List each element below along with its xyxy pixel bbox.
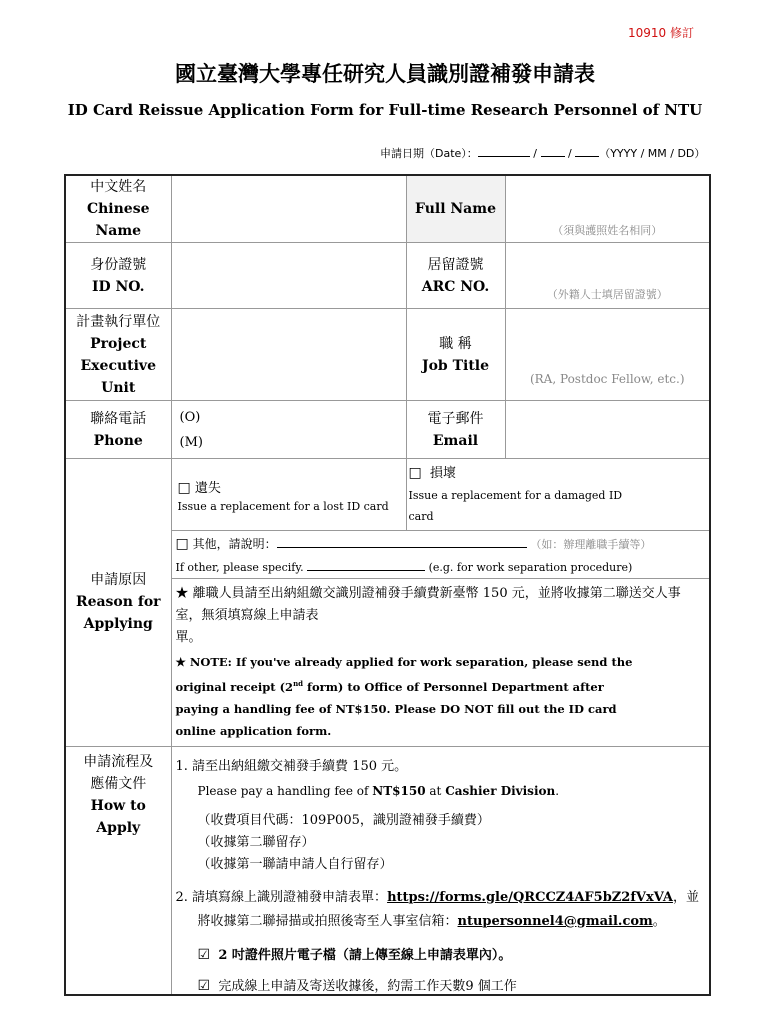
- personnel-email-link[interactable]: ntupersonnel4@gmail.com: [457, 913, 653, 929]
- email-label: 電子郵件 Email: [406, 401, 505, 459]
- how-to-apply-steps: [171, 746, 710, 995]
- application-form: [64, 174, 711, 996]
- note-chinese: ★ 離職人員請至出納組繳交識別證補發手續費新臺幣 150 元，並將收據第二聯送交人事室，無須填寫線上申請表 單。: [175, 586, 681, 645]
- reason-other[interactable]: □ 其他，請說明： （如：辦理離職手續等） If other, please specify. (e.g. for work separation procedure): [171, 531, 710, 579]
- email-field[interactable]: [505, 401, 710, 459]
- arc-no-hint: （外籍人士填居留證號）: [546, 288, 668, 301]
- id-no-field[interactable]: [171, 243, 406, 309]
- checked-box-icon: ☑: [197, 977, 211, 994]
- phone-mobile: (M): [179, 434, 203, 450]
- date-prefix: 申請日期（Date）：: [380, 147, 478, 160]
- reason-label: 申請原因 Reason for Applying: [65, 459, 171, 747]
- job-title-field[interactable]: [505, 309, 710, 401]
- reason-damaged[interactable]: □ 損壞 Issue a replacement for a damaged ID card: [406, 459, 710, 531]
- unit-label: 計畫執行單位 Project Executive Unit: [65, 309, 171, 401]
- step-1: 1. 請至出納組繳交補發手續費 150 元。: [175, 758, 408, 774]
- revision-label: 10910 修訂: [628, 26, 694, 40]
- reason-lost[interactable]: □ 遺失 Issue a replacement for a lost ID card: [171, 459, 406, 531]
- checked-box-icon: ☑: [197, 946, 211, 963]
- chinese-name-label: 中文姓名 Chinese Name: [65, 175, 171, 243]
- check-item-1: ☑ 2 吋證件照片電子檔（請上傳至線上申請表單內）。: [197, 946, 512, 963]
- chinese-name-field[interactable]: [171, 175, 406, 243]
- full-name-hint: （須與護照姓名相同）: [552, 224, 663, 237]
- online-form-link[interactable]: https://forms.gle/QRCCZ4AF5bZ2fVxVA: [387, 889, 673, 905]
- date-suffix: （YYYY / MM / DD）: [599, 147, 706, 160]
- reason-note: [171, 579, 710, 747]
- job-title-label: 職 稱 Job Title: [406, 309, 505, 401]
- arc-no-field[interactable]: [505, 243, 710, 309]
- step-1-english: Please pay a handling fee of NT$150 at Cashier Division.: [197, 783, 560, 798]
- phone-field[interactable]: [171, 401, 406, 459]
- title-english: ID Card Reissue Application Form for Full-time Research Personnel of NTU: [67, 101, 703, 119]
- step-1-notes: （收費項目代碼：109P005，識別證補發手續費） （收據第二聯留存） （收據第一聯請申請人自行留存）: [197, 812, 490, 872]
- full-name-field[interactable]: [505, 175, 710, 243]
- check-item-2: ☑ 完成線上申請及寄送收據後，約需工作天數9 個工作: [197, 977, 517, 994]
- other-checkbox[interactable]: □: [175, 536, 189, 552]
- lost-checkbox[interactable]: □: [177, 479, 191, 496]
- step-2: 2. 請填寫線上識別證補發申請表單：https://forms.gle/QRCCZ4AF5bZ2fVxVA，並 將收據第二聯掃描或拍照後寄至人事室信箱：ntupersonnel4@gmail.com。: [175, 889, 699, 929]
- phone-label: 聯絡電話 Phone: [65, 401, 171, 459]
- id-no-label: 身份證號 ID NO.: [65, 243, 171, 309]
- arc-no-label: 居留證號 ARC NO.: [406, 243, 505, 309]
- title-chinese: 國立臺灣大學專任研究人員識別證補發申請表: [175, 61, 595, 86]
- job-title-hint: (RA, Postdoc Fellow, etc.): [529, 372, 685, 386]
- note-english: ★ NOTE: If you've already applied for work separation, please send the original receipt (2nd form) to Office of Personnel Department after paying a handling fee of NT$150. Please DO NOT fill out the ID card online application form.: [175, 655, 633, 738]
- phone-office: (O): [179, 409, 201, 425]
- damaged-checkbox[interactable]: □: [408, 465, 422, 481]
- full-name-label: Full Name: [406, 175, 505, 243]
- how-to-apply-label: 申請流程及 應備文件 How to Apply: [65, 746, 171, 995]
- unit-field[interactable]: [171, 309, 406, 401]
- application-date: 申請日期（Date）： / / （YYYY / MM / DD）: [380, 147, 706, 160]
